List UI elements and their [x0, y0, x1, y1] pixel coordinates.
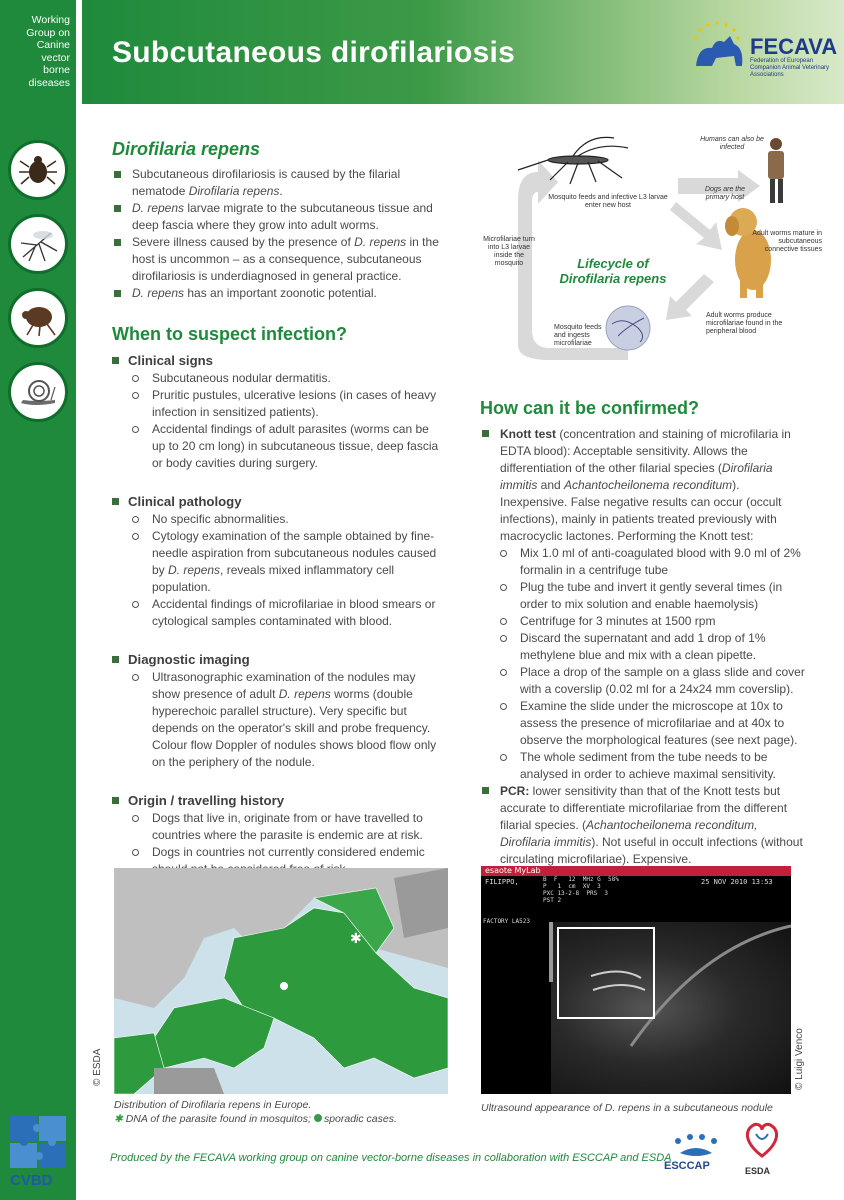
esccap-label: ESCCAP — [664, 1160, 710, 1172]
wg-line: Group on — [26, 26, 70, 39]
fecava-subtitle: Federation of European Companion Animal Veterinary Associations — [750, 58, 830, 78]
suspect-heading: When to suspect infection? — [112, 324, 348, 344]
us-params: B F 12 MHz G 58% P 1 cm XV 3 PXC 13-2-8 PRS 3 PST 2 — [543, 876, 619, 904]
list-item: Place a drop of the sample on a glass slide and cover with a coverslip (0.02 ml for a 24x24 mm coverslip). — [480, 664, 810, 698]
pcr-paragraph: PCR: lower sensitivity than that of the Knott tests but accurate to differentiate microfilariae from the different filarial species. (Achantocheilonema reconditum, Dirofilaria immitis). Not useful in occult infections (without circulating microfilariae). Expensive. — [480, 783, 810, 868]
map-legend: ✱ DNA of the parasite found in mosquitos; sporadic cases. — [114, 1113, 397, 1125]
us-preset: FACTORY LA523 — [483, 918, 530, 925]
map-caption-line: Distribution of Dirofilaria repens in Europe. — [114, 1099, 312, 1111]
lc-l3-label: Microfilariae turn into L3 larvae inside the mosquito — [483, 236, 535, 267]
list-item: Accidental findings of microfilariae in blood smears or cytological samples contaminated with blood. — [112, 596, 442, 630]
us-brand: esaote MyLab — [485, 866, 541, 875]
mosquito-icon — [8, 214, 68, 274]
confirm-heading: How can it be confirmed? — [480, 398, 700, 418]
list-item: Dogs in countries not currently considered endemic — [112, 844, 442, 878]
us-patient: FILIPPO, — [485, 878, 519, 886]
us-caption: Ultrasound appearance of D. repens in a subcutaneous nodule — [481, 1102, 773, 1114]
lc-mosquito-feeds-label: Mosquito feeds and infective L3 larvae enter new host — [548, 194, 668, 209]
lc-humans-label: Humans can also be infected — [700, 136, 764, 151]
lifecycle-title: Lifecycle of Dirofilaria repens — [559, 256, 667, 286]
intro-bullet: Subcutaneous dirofilariosis is caused by the filarial nematode Dirofilaria repens. — [112, 166, 442, 200]
lc-adult-produce-label: Adult worms produce microfilariae found in the peripheral blood — [706, 312, 783, 335]
wg-line: Canine — [36, 39, 70, 52]
diagnostic-imaging-list — [112, 669, 442, 771]
sidebar — [0, 0, 76, 1200]
ultrasound-image — [481, 866, 791, 1094]
footer-credit: Produced by the FECAVA working group on canine vector-borne diseases in collaboration with ESCCAP and ESDA — [110, 1152, 672, 1164]
clinical-signs-heading: Clinical signs — [112, 353, 442, 368]
map-credit: © ESDA — [92, 1048, 103, 1086]
lc-dogs-label: Dogs are the primary host — [704, 186, 746, 201]
microfilariae-illustration — [606, 306, 650, 350]
snail-icon — [8, 362, 68, 422]
wg-line: diseases — [28, 76, 70, 89]
human-illustration — [768, 138, 784, 203]
list-item: Dogs that live in, originate from or have travelled to countries where the parasite is endemic are at risk. — [112, 810, 442, 844]
knott-steps — [480, 545, 810, 783]
list-item: Ultrasonographic examination of the nodules may show presence of adult D. repens worms (double hyperechoic parallel structure). Very specific but depends on the operator's skill and probe frequency. Colour flow Doppler of nodules shows blood flow only on the periphery of the nodule. — [112, 669, 442, 771]
sporadic-case-dot — [280, 982, 288, 990]
intro-bullet: Severe illness caused by the presence of D. repens in the host is uncommon – as a consequence, subcutaneous dirofilariosis is underdiagnosed in general practice. — [112, 234, 442, 285]
us-date: 25 NOV 2010 13:53 — [701, 878, 773, 886]
list-item: Centrifuge for 3 minutes at 1500 rpm — [480, 613, 810, 630]
list-item: Accidental findings of adult parasites (worms can be up to 20 cm long) in subcutaneous tissue, deep fascia or body cavities during surgery. — [112, 421, 442, 472]
dna-star-marker: ✱ — [350, 931, 362, 947]
list-item: Cytology examination of the sample obtained by fine-needle aspiration from subcutaneous nodules caused by D. repens, reveals mixed inflammatory cell population. — [112, 528, 442, 596]
esda-label: ESDA — [745, 1166, 771, 1176]
intro-list — [112, 166, 442, 302]
working-group-label — [0, 14, 70, 90]
origin-heading: Origin / travelling history — [112, 793, 442, 808]
list-item: Examine the slide under the microscope at 10x to assess the presence of microfilariae and at 40x to observe the morphological features (see next page). — [480, 698, 810, 749]
us-credit: © Luigi Venco — [794, 1028, 805, 1090]
flea-icon — [8, 288, 68, 348]
cvbd-puzzle-logo — [10, 1116, 68, 1178]
fecava-name: FECAVA — [750, 34, 838, 59]
clinical-pathology-heading: Clinical pathology — [112, 494, 442, 509]
esda-logo — [742, 1118, 782, 1160]
us-overlay — [481, 866, 791, 1094]
wg-line: vector — [41, 51, 70, 64]
page-title: Subcutaneous dirofilariosis — [112, 36, 516, 69]
intro-heading: Dirofilaria repens — [112, 139, 261, 159]
knott-paragraph: Knott test (concentration and staining of microfilaria in EDTA blood): Acceptable sensitivity. Allows the differentiation of the other filarial species (Dirofilaria immitis and Achantocheilonema reconditum). Inexpensive. False negative results can occur (occult infections), mainly in patients treated previously with macrocyclic lactones. Performing the Knott test: — [480, 426, 810, 545]
star-icon: ✱ — [114, 1113, 126, 1125]
map-shapes — [114, 868, 448, 1094]
list-item: Subcutaneous nodular dermatitis. — [112, 370, 442, 387]
cvbd-label: CVBD — [10, 1172, 53, 1189]
tick-icon — [8, 140, 68, 200]
list-item: Mix 1.0 ml of anti-coagulated blood with 9.0 ml of 2% formalin in a centrifuge tube — [480, 545, 810, 579]
wg-line: Working — [31, 14, 70, 26]
confirm-section — [480, 398, 810, 868]
intro-bullet: D. repens larvae migrate to the subcutaneous tissue and deep fascia where they grow into adult worms. — [112, 200, 442, 234]
lc-ingests-label: Mosquito feeds and ingests microfilariae — [554, 324, 602, 347]
suspect-section — [112, 324, 442, 878]
map-caption — [114, 1098, 397, 1126]
intro-bullet: D. repens has an important zoonotic potential. — [112, 285, 442, 302]
list-item: Discard the supernatant and add 1 drop of 1% methylene blue and mix with a clean pipette. — [480, 630, 810, 664]
list-item: Plug the tube and invert it gently several times (in order to mix solution and enable haemolysis) — [480, 579, 810, 613]
dot-icon — [314, 1114, 322, 1122]
lc-adult-mature-label: Adult worms mature in subcutaneous connective tissues — [752, 230, 822, 253]
wg-line: borne — [43, 64, 70, 77]
clinical-pathology-list — [112, 511, 442, 630]
list-item: No specific abnormalities. — [112, 511, 442, 528]
diagnostic-imaging-heading: Diagnostic imaging — [112, 652, 442, 667]
europe-map — [114, 868, 448, 1094]
clinical-signs-list — [112, 370, 442, 472]
list-item: The whole sediment from the tube needs to be analysed in order to achieve maximal sensitivity. — [480, 749, 810, 783]
intro-section — [112, 139, 442, 302]
list-item: Pruritic pustules, ulcerative lesions (in cases of heavy infection in sensitized patients). — [112, 387, 442, 421]
